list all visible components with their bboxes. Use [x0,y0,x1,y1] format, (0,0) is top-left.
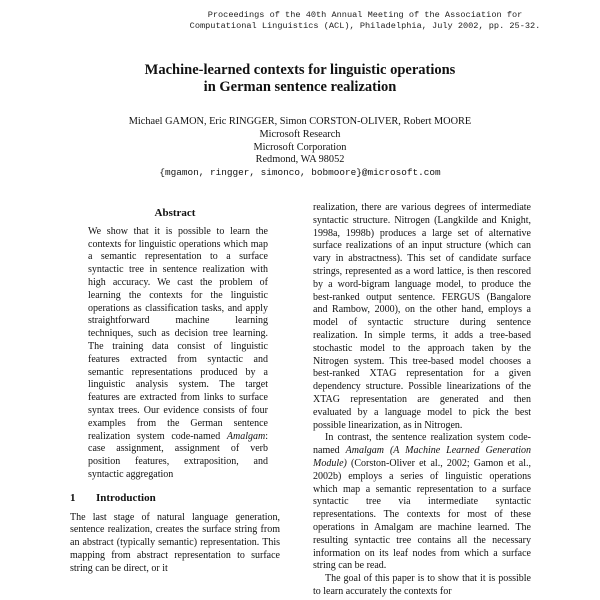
abstract-system-name: Amalgam [226,430,266,442]
right-paragraph-2-end: (Corston-Oliver et al., 2002; Gamon et al., 2002b) employs a series of linguistic operations which map a semantic representation to a surface syntactic tree via intermediate syntactic representations. The contexts for most of these operations in Amalgam are machine learned. The resulting syntactic tree contains all the necessary information on its leaf nodes from which a surface string can be read. [313,457,531,572]
author-address: Redmond, WA 98052 [255,154,345,166]
title-line-1: Machine-learned contexts for linguistic operations [144,62,456,78]
amalgam-expansion: Amalgam (A Machine Learned Generation Module) [313,445,532,469]
author-names: Michael GAMON, Eric RINGGER, Simon CORSTON-OLIVER, Robert MOORE [128,116,472,127]
section-number: 1 [70,491,76,504]
right-paragraph-3: The goal of this paper is to show that it is possible to learn accurately the contexts for [313,573,531,597]
author-block [40,116,560,180]
paper-title [40,62,560,96]
proceedings-line-2: Computational Linguistics (ACL), Philadelphia, July 2002, pp. 25-32. [189,21,541,31]
affiliation-corporation: Microsoft Corporation [253,141,347,153]
right-paragraph-2-start: In contrast, the sentence realization system code-named [313,432,531,457]
title-line-2: in German sentence realization [203,79,397,95]
abstract-heading: Abstract [154,207,196,219]
abstract-text-start: We show that it is possible to learn the contexts for linguistic operations which map a semantic representation to a surface syntactic tree in sentence realization with high accuracy. We cast the problem of learning the contexts for the linguistic operations as classification tasks, and apply straightforward machine learning techniques, such as decision tree learning. The training data consist of linguistic features extracted from syntactic and semantic representations produced by a linguistic analysis system. The target features are extracted from links to surface syntax trees. Our evidence consists of four examples from the German sentence realization system code-named [88,225,268,442]
proceedings-header [150,10,580,32]
section-title: Introduction [96,491,156,504]
right-paragraph-2 [313,432,531,573]
proceedings-line-1: Proceedings of the 40th Annual Meeting of the Association for [207,10,523,20]
abstract-text-end: : case assignment, assignment of verb position features, extraposition, and syntactic aggregation [88,430,268,480]
right-paragraph-1: realization, there are various degrees of intermediate syntactic structure. Nitrogen (Langkilde and Knight, 1998a, 1998b) produces a large set of alternative surface realizations of an input structure (which can vary in abstractness). This set of candidate surface strings, represented as a word lattice, is then rescored by a word-bigram language model, to produce the best-ranked output sentence. FERGUS (Bangalore and Rambow, 2000), on the other hand, employs a model of syntactic structure during sentence realization. In simple terms, it adds a tree-based stochastic model to the approach taken by the Nitrogen system. This tree-based model chooses a best-ranked XTAG representation for a given dependency structure. Possible linearizations of the XTAG representation are generated and then evaluated by a language model to pick the best possible linearization, as in Nitrogen. [313,202,531,431]
section-heading-introduction [70,492,280,505]
introduction-paragraph: The last stage of natural language generation, sentence realization, creates the surface string from an abstract (typically semantic) representation. This mapping from abstract representation to surface string can be direct, or it [70,511,280,574]
left-column [70,207,280,576]
affiliation-research: Microsoft Research [259,128,341,140]
author-emails: {mgamon, ringger, simonco, bobmoore}@microsoft.com [159,167,441,179]
right-column [313,202,531,599]
abstract-text [70,226,280,482]
